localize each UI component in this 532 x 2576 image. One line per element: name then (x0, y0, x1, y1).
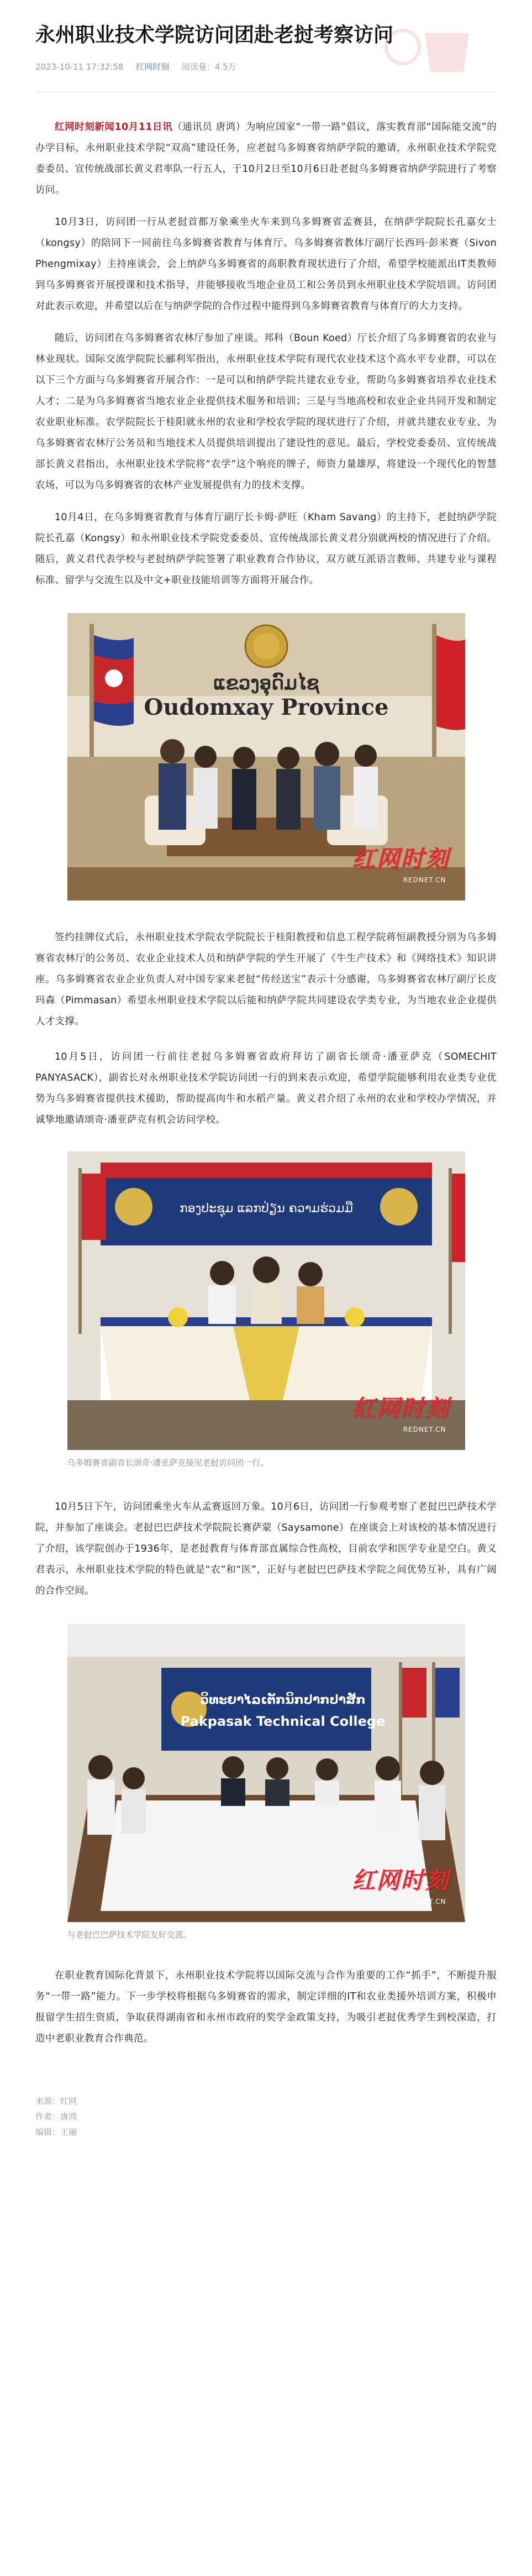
source-link[interactable]: 红网时刻 (136, 62, 170, 72)
photo-caption: 乌多姆赛省副省长颂奇·潘亚萨克接见老挝访问团一行。 (67, 1458, 269, 1468)
banner-text: ກອງປະຊຸມ ແລກປ່ຽນ ຄວາມຮ່ວມມື (179, 1202, 353, 1216)
photo-sign-lao: ວິທະຍາໄລເຕັກນິກປາກປາສັກ (199, 1693, 366, 1707)
photo-sign-english: Oudomxay Province (144, 694, 388, 720)
article-photo (67, 613, 465, 900)
paragraph-7: 10月5日下午，访问团乘坐火车从孟赛返回万象。10月6日，访问团一行参观考察了老挝巴巴萨技术学院，并参加了座谈会。老挝巴巴萨技术学院院长赛萨蒙（Saysamone）在座谈会上对该校的基本情况进行了介绍，该学院创办于1936年，是老挝教育与体育部直属综合性高校，目前农学和医学专业是空白。黄义君表示，永州职业技术学院的特色就是“农”和“医”，正好与老挝巴巴萨技术学院之间优势互补，具有广阔的合作空间。 (35, 1501, 497, 1596)
article-photo (67, 1151, 465, 1450)
footer-editor: 编辑：王融 (35, 2127, 77, 2137)
photo-sign-lao: ແຂວງອຸດົມໄຊ (213, 672, 319, 694)
article (35, 0, 497, 2140)
article-footer (35, 2093, 497, 2140)
paragraph-8: 在职业教育国际化背景下，永州职业技术学院将以国际交流与合作为重要的工作“抓手”，不断提升服务“一带一路”能力。下一步学校将根据乌多姆赛省的需求，制定详细的IT和农业类援外培训方案，积极申报留学生招生资质，争取获得湖南省和永州市政府的奖学金政策支持，为吸引老挝优秀学生到校深造，打造中老职业教育合作典范。 (35, 1970, 497, 2044)
photo-caption: 与老挝巴巴萨技术学院友好交流。 (67, 1930, 192, 1940)
rednet-logo-sub: REDNET.CN (403, 876, 446, 884)
paragraph-4: 10月4日，在乌多姆赛省教育与体育厅副厅长卡姆·萨旺（Kham Savang）的主持下，老挝纳萨学院院长孔嘉（Kongsy）和永州职业技术学院党委委员、宣传统战部长黄义君分别就两校的情况进行了介绍。随后，黄义君代表学校与老挝纳萨学院签署了职业教育合作协议，双方就互派语言教师、共建专业与课程标准、留学与交流生以及中文+职业技能培训等方面将开展合作。 (35, 512, 497, 586)
article-title: 永州职业技术学院访问团赴老挝考察访问 (35, 24, 394, 46)
rednet-watermark-icon (381, 22, 475, 83)
footer-source: 来源：红网 (35, 2096, 77, 2106)
publish-datetime: 2023-10-11 17:32:58 (35, 62, 124, 72)
rednet-logo: 红网时刻 (352, 1395, 450, 1422)
lead-dateline: 红网时刻新闻10月11日讯 (55, 122, 173, 133)
rednet-logo: 红网时刻 (352, 845, 450, 872)
paragraph-3: 随后，访问团在乌多姆赛省农林厅参加了座谈。邦科（Boun Koed）厅长介绍了乌多姆赛省的农业与林业现状。国际交流学院院长郦利军指出，永州职业技术学院有现代农业技术这个高水平专业群，可以在以下三个方面与乌多姆赛省开展合作：一是可以和纳萨学院共建农业专业，帮助乌多姆赛省培养农业技术人才；二是为乌多姆赛省当地农业企业提供技术服务和培训；三是与当地高校和农业企业共同开发和制定农业职业标准。农学院院长于桂阳就永州的农业和学校农学院的现状进行了介绍，并就共建农业专业、为乌多姆赛省农林厅公务员和当地技术人员提供培训提出了建设性的意见。最后，学校党委委员、宣传统战部长黄义君指出，永州职业技术学院将“农学”这个响亮的牌子，师资力量雄厚，将建设一个现代化的智慧农场，可以为乌多姆赛省的农林产业发展提供有力的技术支撑。 (35, 333, 497, 491)
paragraph-2: 10月3日，访问团一行从老挝首都万象乘坐火车来到乌多姆赛省孟赛县，在纳萨学院院长孔嘉女士（kongsy）的陪同下一同前往乌多姆赛省教育与体育厅。乌多姆赛省教体厅副厅长西玛·彭米赛（Sivon Phengmixay）主持座谈会，会上纳萨乌多姆赛省的高职教育现状进行了介绍，希望学校能派出IT类教师到乌多姆赛省开展授课和技术指导，并能够接收当地企业员工和公务员到永州职业技术学院培训。访问团对此表示欢迎，并希望以后在与纳萨学院的合作过程中能得到乌多姆赛省教育与体育厅的大力支持。 (35, 217, 497, 312)
paragraph-5: 签约挂牌仪式后，永州职业技术学院农学院院长于桂阳教授和信息工程学院蒋恒副教授分别为乌多姆赛省农林厅的公务员、农业企业技术人员和纳萨学院的学生开展了《牛生产技术》和《网络技术》知识讲座。乌多姆赛省农业企业负责人对中国专家来老挝“传经送宝”表示十分感谢，乌多姆赛省农林厅副厅长皮玛森（Pimmasan）希望永州职业技术学院以后能和纳萨学院共同建设农学类专业，为当地农业企业提供人才支撑。 (35, 932, 497, 1027)
view-count: 阅读量：4.5万 (181, 62, 236, 72)
rednet-logo-sub: REDNET.CN (403, 1898, 446, 1905)
article-photo (67, 1624, 465, 1922)
rednet-logo: 红网时刻 (352, 1867, 450, 1894)
paragraph-1: 红网时刻新闻10月11日讯（通讯员 唐鸿）为响应国家“一带一路”倡议，落实教育部“国际能交流”的办学目标，永州职业技术学院“双高”建设任务，应老挝乌多姆赛省纳萨学院的邀请，永州职业技术学院党委委员、宣传统战部长黄义君率队一行五人，于10月2日至10月6日赴老挝乌多姆赛省纳萨学院进行了考察访问。 (35, 122, 497, 196)
photo-sign-english: Pakpasak Technical College (180, 1714, 385, 1729)
paragraph-6: 10月5日，访问团一行前往老挝乌多姆赛省政府拜访了副省长颂奇·潘亚萨克（SOMECHIT PANYASACK），副省长对永州职业技术学院访问团一行的到来表示欢迎，希望学院能够利用农业类专业优势为乌多姆赛省提供技术援助，帮助提高肉牛和水稻产量。黄义君介绍了永州的农业和学校办学情况，并诚挚地邀请颂奇·潘亚萨克有机会访问学校。 (35, 1051, 497, 1125)
rednet-logo-sub: REDNET.CN (403, 1426, 446, 1433)
footer-author: 作者：唐鸿 (35, 2112, 77, 2122)
